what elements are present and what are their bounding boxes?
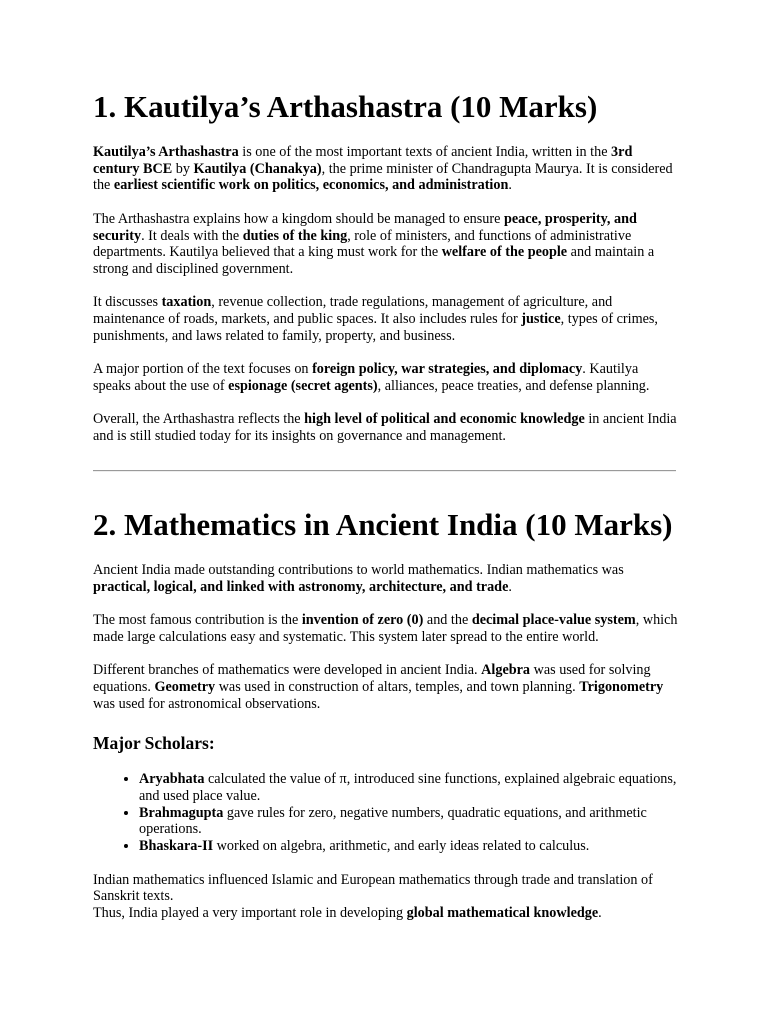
text-run: , revenue collection, trade regulations, management of agriculture, and maintenance of roads, markets, and public spaces. It also includes rules for [93,294,613,327]
bold-text: foreign policy, war strategies, and diplomacy [312,361,583,378]
text-run: by [172,160,194,177]
bold-text: Geometry [154,678,216,695]
paragraph [93,662,678,712]
text-run: . It deals with the [141,227,243,244]
text-run: . [508,177,512,194]
section-heading: 2. Mathematics in Ancient India (10 Marks) [93,507,673,542]
bold-text: decimal place-value system [471,612,636,629]
text-run: The most famous contribution is the [93,612,302,629]
section-heading: 1. Kautilya’s Arthashastra (10 Marks) [93,89,598,124]
bold-text: duties of the king [242,227,348,244]
text-run: , types of crimes, punishments, and laws related to family, property, and business. [93,311,658,344]
paragraph [93,294,678,344]
list-item [139,838,678,855]
section-mathematics [93,507,678,922]
text-run: gave rules for zero, negative numbers, quadratic equations, and arithmetic operations. [139,804,647,838]
bold-text: peace, prosperity, and security [93,210,637,244]
bold-text: Brahmagupta [139,804,224,821]
scholar-list [93,771,678,855]
paragraph [93,872,678,905]
text-run: was used in construction of altars, temples, and town planning. [215,678,580,695]
bold-text: practical, logical, and linked with astronomy, architecture, and trade [93,578,509,595]
text-run: It discusses [93,294,162,311]
text-run: , the prime minister of Chandragupta Maurya. It is considered the [93,160,673,194]
bold-text: taxation [161,294,212,311]
text-run: , which made large calculations easy and systematic. This system later spread to the entire world. [93,612,678,645]
text-run: and maintain a strong and disciplined government. [93,244,655,277]
bold-text: welfare of the people [441,244,568,261]
text-run: calculated the value of π, introduced sine functions, explained algebraic equations, and used place value. [139,771,677,804]
text-run: Overall, the Arthashastra reflects the [93,411,305,428]
list-item [139,771,678,804]
bold-text: Algebra [481,662,531,679]
text-run: , role of ministers, and functions of administrative departments. Kautilya believed that a king must work for the [93,227,632,261]
text-run: , alliances, peace treaties, and defense planning. [377,377,650,394]
section-arthashastra [93,89,678,445]
paragraph [93,612,678,645]
text-run: Thus, India played a very important role in developing [93,904,407,921]
bold-text: earliest scientific work on politics, economics, and administration [113,177,509,194]
paragraph [93,562,678,595]
horizontal-divider [93,470,676,472]
bold-text: Trigonometry [579,678,664,695]
bold-text: espionage (secret agents) [228,377,378,394]
paragraph [93,411,678,444]
text-run: and the [423,612,472,629]
text-run: Indian mathematics influenced Islamic and European mathematics through trade and translation of Sanskrit texts. [93,871,653,905]
text-run: Ancient India made outstanding contributions to world mathematics. Indian mathematics was [93,562,624,578]
subheading: Major Scholars: [93,733,215,754]
text-run: . [508,578,512,595]
text-run: was used for solving equations. [93,662,651,695]
list-item [139,805,678,838]
text-run: . Kautilya speaks about the use of [93,361,639,394]
bold-text: Kautilya (Chanakya) [193,160,322,177]
bold-text: global mathematical knowledge [406,904,599,921]
text-run: The Arthashastra explains how a kingdom should be managed to ensure [93,210,504,227]
bold-text: invention of zero (0) [301,612,424,629]
text-run: in ancient India and is still studied today for its insights on governance and management. [93,411,677,444]
text-run: was used for astronomical observations. [93,695,321,712]
bold-text: Aryabhata [139,771,205,788]
text-run: A major portion of the text focuses on [93,361,313,378]
paragraph [93,905,678,922]
bold-text: Bhaskara-II [139,838,214,855]
bold-text: justice [521,311,561,327]
text-run: Different branches of mathematics were developed in ancient India. [93,662,482,679]
bold-text: high level of political and economic knowledge [304,411,585,428]
paragraph [93,144,678,194]
paragraph [93,211,678,278]
bold-text: 3rd century BCE [93,144,633,177]
bold-text: Kautilya’s Arthashastra [93,144,239,160]
text-run: is one of the most important texts of ancient India, written in the [238,144,612,160]
text-run: . [598,904,602,921]
paragraph [93,361,678,394]
text-run: worked on algebra, arithmetic, and early ideas related to calculus. [213,838,590,855]
